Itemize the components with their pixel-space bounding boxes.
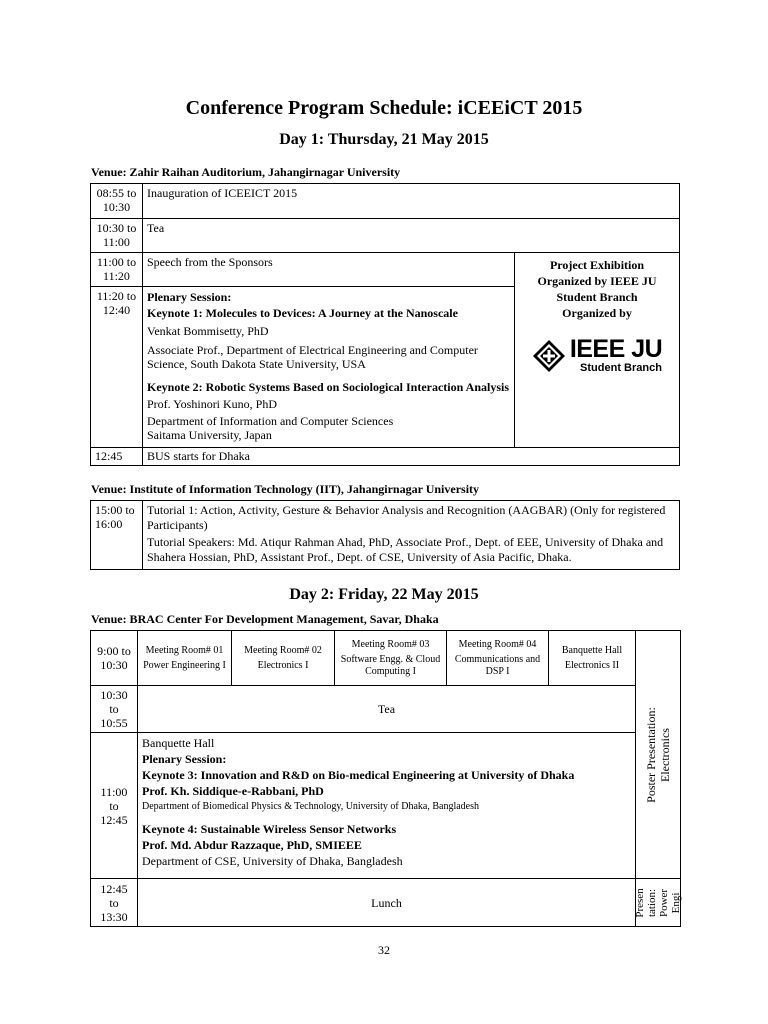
keynote-speaker: Prof. Kh. Siddique-e-Rabbani, PhD — [142, 784, 324, 798]
day1-schedule-table — [90, 183, 680, 466]
room-track: Power Engineering I — [143, 659, 226, 671]
poster-line: Engi — [670, 892, 682, 913]
poster-presentation-cell — [636, 631, 681, 879]
keynote-speaker: Venkat Bommisetty, PhD — [147, 324, 269, 339]
tutorial-speakers: Tutorial Speakers: Md. Atiqur Rahman Ahad, PhD, Associate Prof., Dept. of EEE, University of Dhaka and Shahera Hossian, PhD, Assistant Prof., Dept. of CSE, University of Asia Pacific, Dhaka. — [147, 535, 664, 564]
project-exhibition-cell — [515, 253, 680, 448]
room-name: Meeting Room# 01 — [145, 644, 224, 656]
keynote-speaker: Prof. Yoshinori Kuno, PhD — [147, 397, 278, 412]
time-cell: 11:20 to 12:40 — [91, 287, 143, 448]
table-row — [91, 501, 680, 570]
keynote-affiliation: Department of Biomedical Physics & Technology, University of Dhaka, Bangladesh — [142, 801, 480, 812]
poster-presentation-cell — [636, 879, 681, 927]
tutorial-title: Tutorial 1: Action, Activity, Gesture & Behavior Analysis and Recognition (AAGBAR) (Only for registered Participants) — [147, 503, 666, 532]
plenary-label: Plenary Session: — [142, 752, 227, 766]
plenary-label: Plenary Session: — [147, 290, 232, 305]
table-row — [91, 733, 681, 879]
day2-heading: Day 2: Friday, 22 May 2015 — [289, 586, 479, 603]
room-track: Software Engg. & Cloud Computing I — [340, 653, 441, 677]
table-row — [91, 879, 681, 927]
time-cell: 10:30 to 10:55 — [91, 686, 138, 733]
room-track: Electronics II — [564, 659, 620, 671]
ieee-ju-logo — [519, 337, 675, 374]
keynote-affiliation: Saitama University, Japan — [147, 428, 272, 443]
event-cell: Tea — [143, 219, 680, 253]
room-track: Electronics I — [257, 659, 309, 671]
ieee-diamond-icon — [532, 339, 566, 373]
day1-venue-iit: Venue: Institute of Information Technology (IIT), Jahangirnagar University — [91, 482, 480, 496]
keynote-title: Keynote 2: Robotic Systems Based on Sociological Interaction Analysis — [147, 380, 509, 395]
time-cell: 12:45 — [91, 447, 143, 465]
room-cell — [447, 631, 549, 686]
room-cell — [549, 631, 636, 686]
poster-presentation-label — [634, 888, 682, 917]
event-cell: Inauguration of ICEEICT 2015 — [143, 184, 680, 219]
keynote-speaker: Prof. Md. Abdur Razzaque, PhD, SMIEEE — [142, 838, 362, 852]
day2-schedule-table — [90, 630, 681, 927]
day1-venue: Venue: Zahir Raihan Auditorium, Jahangirnagar University — [91, 165, 401, 179]
room-cell — [138, 631, 232, 686]
table-row — [91, 219, 680, 253]
keynote-affiliation: Department of CSE, University of Dhaka, Bangladesh — [142, 854, 403, 868]
time-cell: 15:00 to 16:00 — [91, 501, 143, 570]
time-cell: 9:00 to 10:30 — [91, 631, 138, 686]
event-cell: Lunch — [138, 879, 636, 927]
time-cell: 08:55 to 10:30 — [91, 184, 143, 219]
plenary-hall: Banquette Hall — [142, 736, 215, 750]
logo-sub-text: Student Branch — [580, 362, 662, 375]
table-row — [91, 184, 680, 219]
exhibition-line: Student Branch — [556, 290, 638, 305]
keynote-title: Keynote 4: Sustainable Wireless Sensor Networks — [142, 822, 397, 836]
keynote-title: Keynote 1: Molecules to Devices: A Journey at the Nanoscale — [147, 306, 458, 321]
table-row — [91, 631, 681, 686]
poster-line: Power — [658, 888, 670, 917]
plenary-session-cell — [143, 287, 515, 448]
poster-line: tation: — [646, 888, 658, 917]
table-row — [91, 253, 680, 287]
table-row — [91, 447, 680, 465]
room-name: Meeting Room# 04 — [458, 638, 537, 650]
event-cell: Tea — [138, 686, 636, 733]
room-name: Meeting Room# 03 — [351, 638, 430, 650]
time-cell: 11:00 to 12:45 — [91, 733, 138, 879]
poster-presentation-label — [644, 707, 672, 803]
keynote-title: Keynote 3: Innovation and R&D on Bio-medical Engineering at University of Dhaka — [142, 768, 575, 782]
time-cell: 10:30 to 11:00 — [91, 219, 143, 253]
table-row — [91, 686, 681, 733]
poster-line: Electronics — [658, 727, 672, 782]
room-track: Communications and DSP I — [454, 653, 541, 677]
poster-line: Presen — [634, 887, 646, 918]
time-cell: 11:00 to 11:20 — [91, 253, 143, 287]
tutorial-table — [90, 500, 680, 570]
room-cell — [335, 631, 447, 686]
exhibition-line: Project Exhibition — [549, 258, 645, 273]
keynote-affiliation: Department of Information and Computer Sciences — [147, 414, 394, 429]
day1-heading: Day 1: Thursday, 21 May 2015 — [279, 131, 489, 148]
event-cell: Speech from the Sponsors — [143, 253, 515, 287]
event-cell: BUS starts for Dhaka — [143, 447, 680, 465]
logo-main-text: IEEE JU — [569, 335, 663, 364]
day2-venue: Venue: BRAC Center For Development Management, Savar, Dhaka — [91, 612, 439, 626]
page-title: Conference Program Schedule: iCEEiCT 2015 — [185, 97, 583, 119]
room-name: Banquette Hall — [561, 644, 623, 656]
page-number: 32 — [378, 943, 390, 957]
tutorial-cell — [143, 501, 680, 570]
exhibition-line: Organized by — [562, 306, 632, 321]
time-cell: 12:45 to 13:30 — [91, 879, 138, 927]
keynote-affiliation: Associate Prof., Department of Electrical Engineering and Computer Science, South Dakota State University, USA — [147, 343, 478, 372]
room-cell — [232, 631, 335, 686]
plenary-session-cell — [138, 733, 636, 879]
exhibition-line: Organized by IEEE JU — [537, 274, 657, 289]
room-name: Meeting Room# 02 — [244, 644, 322, 656]
poster-line: Poster Presentation: — [644, 706, 658, 803]
